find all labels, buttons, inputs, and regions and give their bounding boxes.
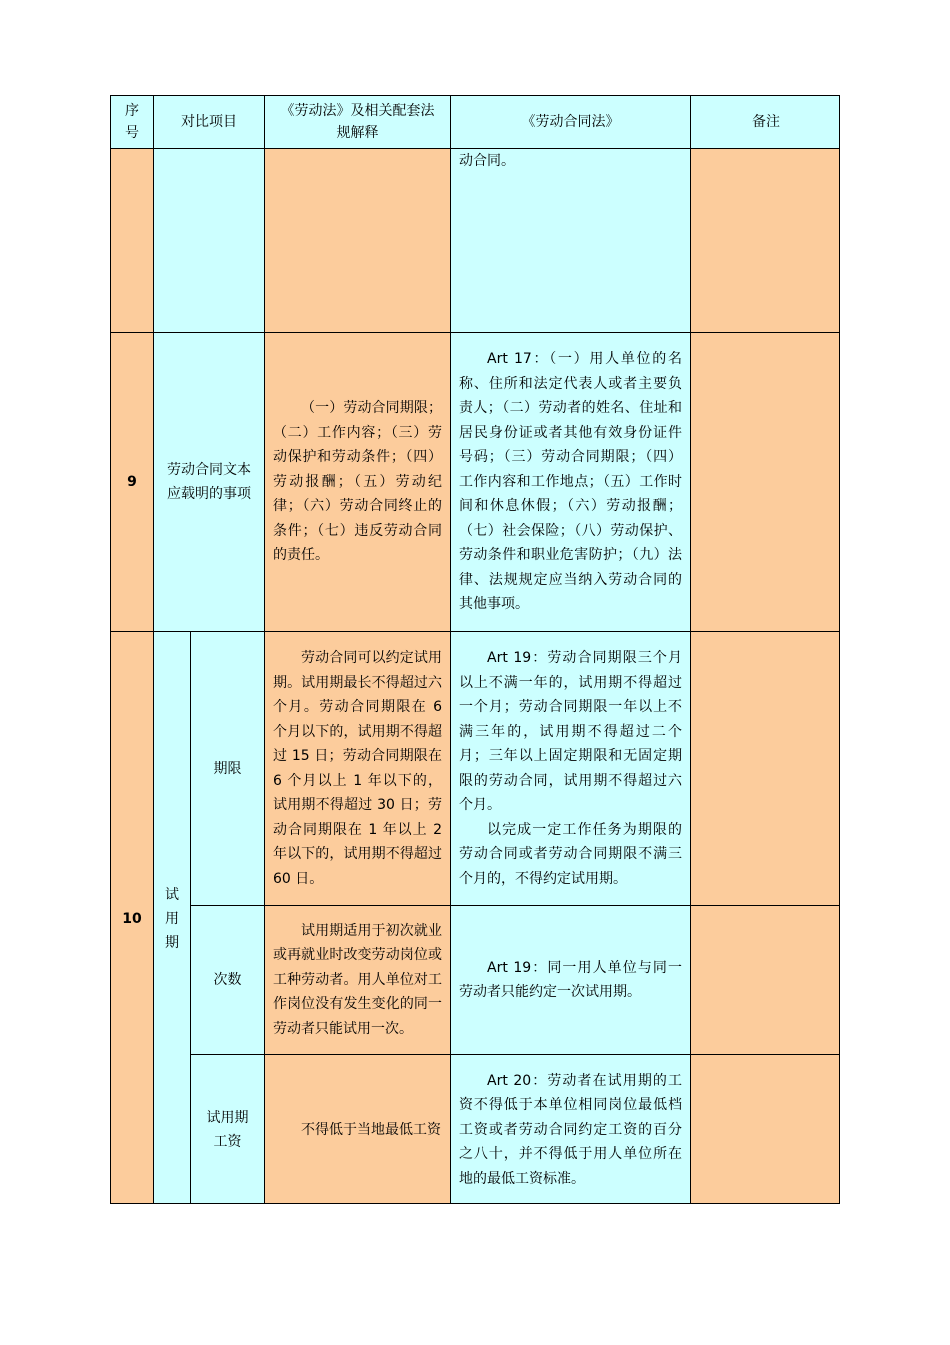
row10-item-cell [154,632,191,1204]
row10b-contract-law-cell [451,906,691,1055]
row9-contract-law-cell [451,333,691,632]
row9-item-cell [154,333,265,632]
row10b-remark-cell [691,906,840,1055]
row10c-remark-cell [691,1055,840,1204]
header-contract-law-label: 《劳动合同法》 [521,114,620,130]
cont-remark-cell [691,149,840,333]
row10-no: 10 [122,910,142,927]
row10c-contract-law-cell [451,1055,691,1204]
row10c-contract-law-text: Art 20：劳动者在试用期的工资不得低于本单位相同岗位最低档工资或者劳动合同约定工资的百分之八十，并不得低于用人单位所在地的最低工资标准。 [459,1072,682,1187]
cont-contract-law-text: 动合同。 [459,153,515,169]
row10a-law-cell [265,632,451,906]
row10b-law-cell [265,906,451,1055]
row10a-contract-law-text: Art 19：劳动合同期限三个月以上不满一年的，试用期不得超过一个月；劳动合同期限一年以上不满三年的，试用期不得超过二个月；三年以上固定期限和无固定期限的劳动合同，试用期不得超过六个月。 [459,650,682,813]
header-item [154,96,265,149]
row9-remark-cell [691,333,840,632]
header-no-label: 序号 [125,103,139,141]
row9-law-cell [265,333,451,632]
header-remark [691,96,840,149]
row10a-label-cell [191,632,265,906]
row10a-remark-cell [691,632,840,906]
row9-item: 劳动合同文本应载明的事项 [167,462,251,502]
row10c-law-text: 不得低于当地最低工资 [301,1121,441,1138]
row10a-label: 期限 [213,760,242,777]
header-remark-label: 备注 [752,114,780,130]
header-law [265,96,451,149]
comparison-table [110,95,840,1204]
cont-no-cell [111,149,154,333]
row10c-label: 试用期工资 [206,1110,249,1150]
row10b-label: 次数 [213,972,242,988]
row10-no-cell [111,632,154,1204]
row9-no-cell [111,333,154,632]
row10a-law-text: 劳动合同可以约定试用期。试用期最长不得超过六个月。劳动合同期限在 6 个月以下的，试用期不得超过 15 日；劳动合同期限在 6 个月以上 1 年以下的，试用期不得超过 30 日；劳动合同期限在 1 年以上 2 年以下的，试用期不得超过 60 日。 [273,650,442,887]
row10b-contract-law-text: Art 19：同一用人单位与同一劳动者只能约定一次试用期。 [459,959,682,1000]
cont-law-cell [265,149,451,333]
row9-contract-law-text: Art 17：（一）用人单位的名称、住所和法定代表人或者主要负责人；（二）劳动者的姓名、住址和居民身份证或者其他有效身份证件号码；（三）劳动合同期限；（四）工作内容和工作地点；（五）工作时间和休息休假；（六）劳动报酬；（七）社会保险；（八）劳动保护、劳动条件和职业危害防护；（九）法律、法规规定应当纳入劳动合同的其他事项。 [459,351,682,613]
row10a-contract-law-cell [451,632,691,906]
cont-contract-law-cell [451,149,691,333]
row10c-law-cell [265,1055,451,1204]
header-no [111,96,154,149]
row10b-label-cell [191,906,265,1055]
row9-no: 9 [127,474,137,490]
row10b-law-text: 试用期适用于初次就业或再就业时改变劳动岗位或工种劳动者。用人单位对工作岗位没有发生变化的同一劳动者只能试用一次。 [273,922,442,1037]
row10a-contract-law-text2: 以完成一定工作任务为期限的劳动合同或者劳动合同期限不满三个月的，不得约定试用期。 [459,821,682,887]
header-law-label: 《劳动法》及相关配套法规解释 [280,103,435,141]
row10-item: 试用期 [165,886,179,951]
header-contract-law [451,96,691,149]
cont-item-cell [154,149,265,333]
row9-law-text: （一）劳动合同期限；（二）工作内容；（三）劳动保护和劳动条件；（四）劳动报酬；（五）劳动纪律；（六）劳动合同终止的条件；（七）违反劳动合同的责任。 [273,400,442,564]
header-item-label: 对比项目 [181,114,237,130]
row10c-label-cell [191,1055,265,1204]
